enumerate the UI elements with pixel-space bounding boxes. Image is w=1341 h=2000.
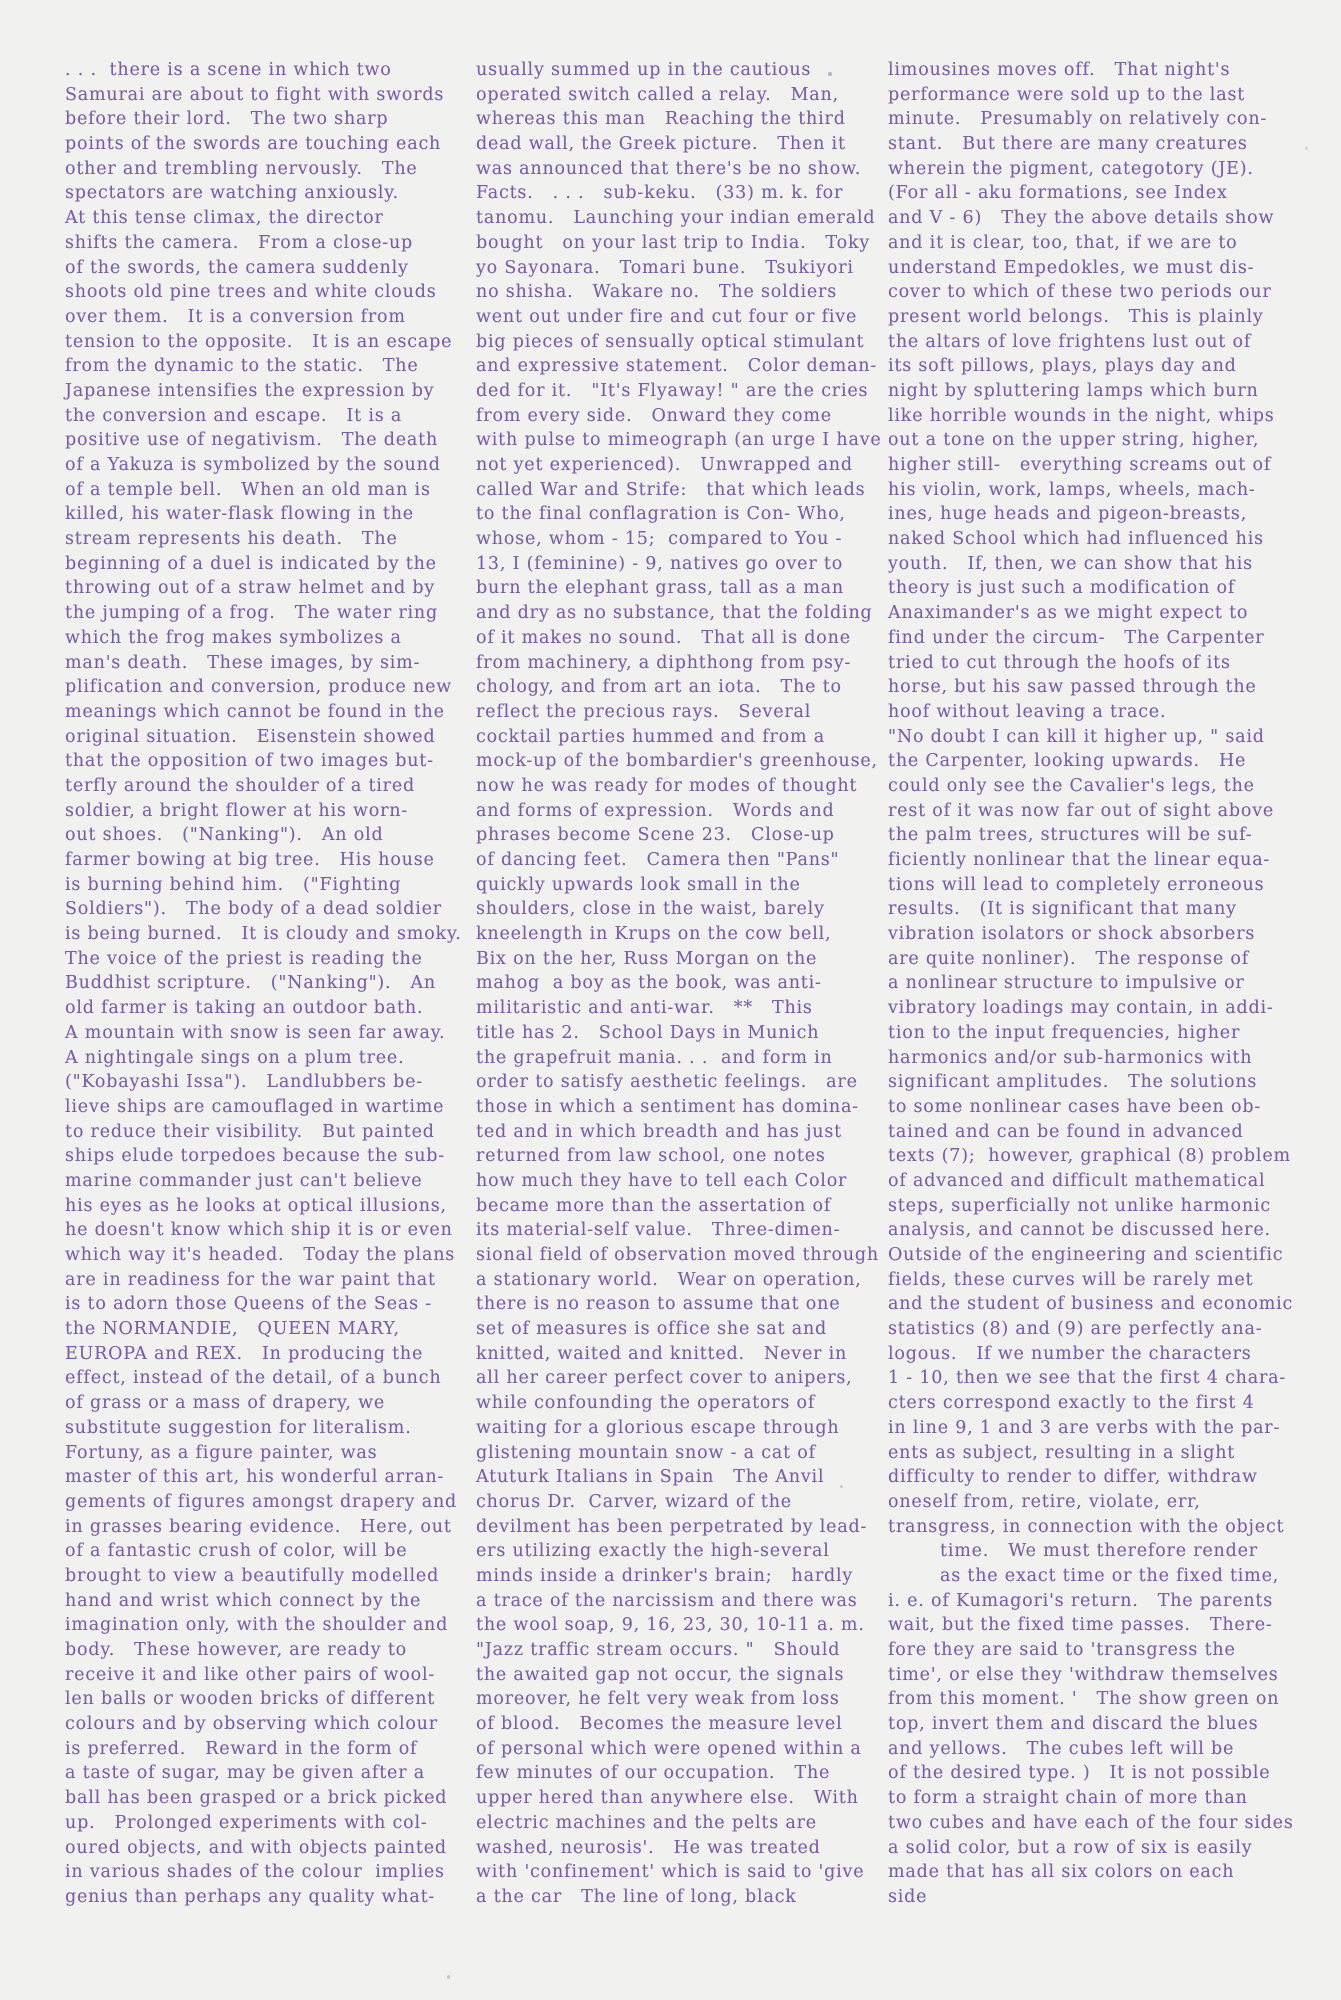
text-line: The voice of the priest is reading the <box>65 948 423 969</box>
text-line: ficiently nonlinear that the linear equa- <box>888 850 1271 870</box>
text-line: that the opposition of two images but- <box>65 751 434 772</box>
dust-speck <box>840 1485 843 1488</box>
text-line: the awaited gap not occur, the signals <box>476 1664 845 1685</box>
text-line: big pieces of sensually optical stimulant <box>476 331 865 352</box>
text-line: to reduce their visibility. But painted <box>65 1121 435 1142</box>
text-line: in line 9, 1 and 3 are verbs with the par- <box>888 1417 1281 1438</box>
text-line: before their lord. The two sharp <box>65 109 389 130</box>
text-line: of the desired type. ) It is not possible <box>888 1763 1271 1784</box>
text-line: harmonics and/or sub-harmonics with <box>888 1047 1253 1068</box>
text-line: the altars of love frightens lust out of <box>888 331 1252 352</box>
text-line: other and trembling nervously. The <box>65 158 418 179</box>
text-line: man's death. These images, by sim- <box>65 652 421 673</box>
text-line: i. e. of Kumagori's return. The parents <box>888 1590 1274 1611</box>
text-line: Atuturk Italians in Spain The Anvil <box>476 1467 825 1488</box>
text-line: those in which a sentiment has domina- <box>476 1096 859 1117</box>
text-line: beginning of a duel is indicated by the <box>65 553 437 574</box>
text-line: dead wall, the Greek picture. Then it <box>476 134 846 155</box>
text-line: stream represents his death. The <box>65 529 398 550</box>
text-line: Facts. . . . sub-keku. (33) m. k. for <box>476 183 844 204</box>
text-line: vibration isolators or shock absorbers <box>888 924 1256 945</box>
text-line: tension to the opposite. It is an escape <box>65 331 453 352</box>
text-line: len balls or wooden bricks of different <box>65 1689 436 1710</box>
text-line: upper hered than anywhere else. With <box>476 1788 859 1809</box>
dust-speck <box>828 72 832 76</box>
text-line: cover to which of these two periods our <box>888 282 1272 303</box>
text-line: the palm trees, structures will be suf- <box>888 825 1253 846</box>
text-line: with 'confinement' which is said to 'give <box>476 1862 865 1883</box>
text-line: of a temple bell. When an old man is <box>65 479 431 500</box>
text-line: knitted, waited and knitted. Never in <box>476 1343 848 1364</box>
text-line: ded for it. "It's Flyaway! " are the cries <box>476 380 869 401</box>
text-line: he doesn't know which ship it is or even <box>65 1220 453 1241</box>
text-line: operated switch called a relay. Man, <box>476 84 839 105</box>
text-line: transgress, in connection with the object <box>888 1516 1285 1537</box>
text-line: youth. If, then, we can show that his <box>888 553 1253 574</box>
text-line: moreover, he felt very weak from loss <box>476 1689 840 1710</box>
text-line: results. (It is significant that many <box>888 899 1237 920</box>
text-line: and it is clear, too, that, if we are to <box>888 232 1238 253</box>
text-column-left <box>65 58 473 1910</box>
text-line: with pulse to mimeograph (an urge I have <box>476 430 882 451</box>
text-line: in grasses bearing evidence. Here, out <box>65 1516 452 1537</box>
text-line: theory is just such a modification of <box>888 578 1236 599</box>
text-line: which way it's headed. Today the plans <box>65 1245 456 1265</box>
text-line: as the exact time or the fixed time, <box>940 1565 1280 1586</box>
text-line: is burning behind him. ("Fighting <box>65 874 402 895</box>
text-line: ers utilizing exactly the high-several <box>476 1541 830 1562</box>
text-line: and the student of business and economic <box>888 1294 1294 1315</box>
text-line: yo Sayonara. Tomari bune. Tsukiyori <box>476 257 854 278</box>
text-line: now he was ready for modes of thought <box>476 775 858 796</box>
text-line: horse, but his saw passed through the <box>888 677 1257 698</box>
text-line: Buddhist scripture. ("Nanking"). An <box>65 973 437 994</box>
text-line: like horrible wounds in the night, whips <box>888 405 1275 426</box>
text-line: throwing out of a straw helmet and by <box>65 578 436 599</box>
text-line: shoots old pine trees and white clouds <box>65 282 437 303</box>
text-line: tions will lead to completely erroneous <box>888 874 1265 895</box>
text-line: two cubes and have each of the four sides <box>888 1812 1294 1833</box>
text-line: a nonlinear structure to impulsive or <box>888 973 1245 994</box>
text-line: of dancing feet. Camera then "Pans" <box>476 850 840 870</box>
text-line: out shoes. ("Nanking"). An old <box>65 825 384 846</box>
text-line: shoulders, close in the waist, barely <box>476 899 825 920</box>
text-line: fields, these curves will be rarely met <box>888 1269 1254 1290</box>
text-line: texts (7); however, graphical (8) problem <box>888 1146 1291 1167</box>
text-line: returned from law school, one notes <box>476 1146 826 1167</box>
text-line: spectators are watching anxiously. <box>65 183 400 204</box>
text-line: from machinery, a diphthong from psy- <box>476 652 852 673</box>
text-line: find under the circum- The Carpenter <box>888 627 1265 648</box>
text-line: of personal which were opened within a <box>476 1738 862 1759</box>
text-line: higher still- everything screams out of <box>888 455 1272 475</box>
text-line: the wool soap, 9, 16, 23, 30, 10-11 a. m. <box>476 1615 865 1636</box>
text-line: points of the swords are touching each <box>65 134 442 155</box>
text-line: steps, superficially not unlike harmonic <box>888 1195 1271 1216</box>
text-line: substitute suggestion for literalism. <box>65 1417 412 1438</box>
text-line: whereas this man Reaching the third <box>476 109 846 130</box>
text-line: whose, whom - 15; compared to You - <box>476 529 843 550</box>
text-line: imagination only, with the shoulder and <box>65 1615 449 1636</box>
text-line: of the swords, the camera suddenly <box>65 257 409 278</box>
text-line: a stationary world. Wear on operation, <box>476 1269 862 1290</box>
text-line: of advanced and difficult mathematical <box>888 1170 1266 1191</box>
text-line: positive use of negativism. The death <box>65 430 439 451</box>
text-line: (For all - aku formations, see Index <box>888 183 1228 204</box>
text-line: genius than perhaps any quality what- <box>65 1886 436 1907</box>
text-line: and yellows. The cubes left will be <box>888 1738 1235 1759</box>
text-line: and dry as no substance, that the folding <box>476 603 873 624</box>
text-line: oured objects, and with objects painted <box>65 1837 447 1858</box>
text-line: terfly around the shoulder of a tired <box>65 775 416 796</box>
text-line: reflect the precious rays. Several <box>476 701 812 722</box>
text-line: which the frog makes symbolizes a <box>65 627 402 648</box>
text-line: over them. It is a conversion from <box>65 306 406 327</box>
text-line: lieve ships are camouflaged in wartime <box>65 1096 445 1117</box>
text-line: to some nonlinear cases have been ob- <box>888 1096 1262 1117</box>
text-line: time. We must therefore render <box>940 1541 1258 1562</box>
text-line: killed, his water-flask flowing in the <box>65 504 414 525</box>
text-line: minute. Presumably on relatively con- <box>888 109 1268 130</box>
text-line: from this moment. ' The show green on <box>888 1689 1280 1710</box>
text-line: of blood. Becomes the measure level <box>476 1714 843 1735</box>
text-column-right <box>888 58 1296 1910</box>
text-line: sional field of observation moved through <box>476 1245 879 1265</box>
text-line: electric machines and the pelts are <box>476 1812 817 1833</box>
text-line: performance were sold up to the last <box>888 84 1246 105</box>
text-line: his violin, work, lamps, wheels, mach- <box>888 479 1256 500</box>
text-line: bought on your last trip to India. Toky <box>476 232 871 253</box>
text-line: while confounding the operators of <box>476 1393 816 1414</box>
text-line: ents as subject, resulting in a slight <box>888 1442 1236 1463</box>
text-line: cocktail parties hummed and from a <box>476 726 825 747</box>
text-line: chology, and from art an iota. The to <box>476 677 842 698</box>
text-line: devilment has been perpetrated by lead- <box>476 1516 868 1537</box>
text-line: was announced that there's be no show. <box>476 158 862 179</box>
text-line: the jumping of a frog. The water ring <box>65 603 438 624</box>
text-line: Anaximander's as we might expect to <box>888 603 1249 624</box>
text-line: title has 2. School Days in Munich <box>476 1022 820 1043</box>
text-line: burn the elephant grass, tall as a man <box>476 578 844 599</box>
text-line: Outside of the engineering and scientific <box>888 1245 1284 1265</box>
text-line: and forms of expression. Words and <box>476 800 835 821</box>
text-line: its material-self value. Three-dimen- <box>476 1220 841 1241</box>
text-line: . . . there is a scene in which two <box>65 60 392 80</box>
text-line: order to satisfy aesthetic feelings. are <box>476 1072 858 1093</box>
text-line: original situation. Eisenstein showed <box>65 726 436 747</box>
text-line: time', or else they 'withdraw themselves <box>888 1664 1279 1685</box>
text-line: effect, instead of the detail, of a bunch <box>65 1368 442 1389</box>
text-line: are in readiness for the war paint that <box>65 1269 436 1290</box>
text-line: At this tense climax, the director <box>65 208 384 229</box>
text-line: EUROPA and REX. In producing the <box>65 1343 424 1364</box>
text-line: shifts the camera. From a close-up <box>65 232 414 253</box>
text-line: ships elude torpedoes because the sub- <box>65 1146 446 1167</box>
text-line: of a fantastic crush of color, will be <box>65 1541 408 1562</box>
text-line: the Carpenter, looking upwards. He <box>888 751 1247 772</box>
text-line: A nightingale sings on a plum tree. <box>65 1047 405 1068</box>
text-line: fore they are said to 'transgress the <box>888 1640 1236 1660</box>
text-line: body. These however, are ready to <box>65 1640 407 1660</box>
text-line: the conversion and escape. It is a <box>65 405 403 426</box>
text-line: his eyes as he looks at optical illusions, <box>65 1195 447 1216</box>
text-line: stant. But there are many creatures <box>888 134 1248 155</box>
text-line: farmer bowing at big tree. His house <box>65 850 435 870</box>
text-line: usually summed up in the cautious <box>476 60 812 80</box>
text-line: oneself from, retire, violate, err, <box>888 1491 1201 1512</box>
text-line: became more than the assertation of <box>476 1195 832 1216</box>
text-line: no shisha. Wakare no. The soldiers <box>476 282 838 303</box>
text-line: A mountain with snow is seen far away. <box>65 1022 446 1043</box>
text-line: wherein the pigment, categotory (JE). <box>888 158 1254 179</box>
text-line: a taste of sugar, may be given after a <box>65 1763 425 1784</box>
text-line: analysis, and cannot be discussed here. <box>888 1220 1271 1241</box>
text-line: the NORMANDIE, QUEEN MARY, <box>65 1319 400 1340</box>
text-line: mock-up of the bombardier's greenhouse, <box>476 751 878 772</box>
text-line: plification and conversion, produce new <box>65 677 453 698</box>
text-line: the grapefruit mania. . . and form in <box>476 1047 833 1068</box>
text-line: is being burned. It is cloudy and smoky. <box>65 924 462 945</box>
text-line: tained and can be found in advanced <box>888 1121 1244 1142</box>
text-line: tanomu. Launching your indian emerald <box>476 208 876 229</box>
text-line: kneelength in Krups on the cow bell, <box>476 924 832 945</box>
text-line: made that has all six colors on each <box>888 1862 1235 1883</box>
text-line: limousines moves off. That night's <box>888 60 1231 80</box>
text-line: wait, but the fixed time passes. There- <box>888 1615 1273 1636</box>
text-line: a solid color, but a row of six is easily <box>888 1837 1253 1858</box>
text-line: colours and by observing which colour <box>65 1714 438 1735</box>
text-line: chorus Dr. Carver, wizard of the <box>476 1491 792 1512</box>
text-line: of it makes no sound. That all is done <box>476 627 851 648</box>
text-line: ted and in which breadth and has just <box>476 1121 842 1142</box>
text-line: difficulty to render to differ, withdraw <box>888 1467 1258 1488</box>
text-line: brought to view a beautifully modelled <box>65 1565 440 1586</box>
text-line: rest of it was now far out of sight above <box>888 800 1275 821</box>
text-line: soldier, a bright flower at his worn- <box>65 800 409 821</box>
text-line: Samurai are about to fight with swords <box>65 84 445 105</box>
text-line: of a Yakuza is symbolized by the sound <box>65 455 441 475</box>
text-line: set of measures is office she sat and <box>476 1319 828 1340</box>
text-line: logous. If we number the characters <box>888 1343 1252 1364</box>
text-line: tried to cut through the hoofs of its <box>888 652 1231 673</box>
text-line: mahog a boy as the book, was anti- <box>476 973 822 994</box>
text-line: out a tone on the upper string, higher, <box>888 430 1260 451</box>
text-line: could only see the Cavalier's legs, the <box>888 775 1255 796</box>
text-line: vibratory loadings may contain, in addi- <box>888 998 1274 1019</box>
text-line: master of this art, his wonderful arran- <box>65 1467 445 1488</box>
text-line: how much they have to tell each Color <box>476 1170 848 1191</box>
text-line: night by spluttering lamps which burn <box>888 380 1259 401</box>
text-line: all her career perfect cover to anipers, <box>476 1368 853 1389</box>
text-line: and expressive statement. Color deman- <box>476 356 878 377</box>
text-line: meanings which cannot be found in the <box>65 701 445 722</box>
text-line: a trace of the narcissism and there was <box>476 1590 858 1611</box>
text-line: called War and Strife: that which leads <box>476 479 866 500</box>
text-line: waiting for a glorious escape through <box>476 1417 840 1438</box>
text-line: hoof without leaving a trace. <box>888 701 1167 722</box>
text-line: Japanese intensifies the expression by <box>65 380 435 401</box>
text-line: 1 - 10, then we see that the first 4 chara- <box>888 1368 1287 1389</box>
text-line: Fortuny, as a figure painter, was <box>65 1442 378 1463</box>
text-line: to form a straight chain of more than <box>888 1788 1248 1809</box>
text-line: of grass or a mass of drapery, we <box>65 1393 386 1414</box>
text-line: Soldiers"). The body of a dead soldier <box>65 899 442 920</box>
text-line: receive it and like other pairs of wool- <box>65 1664 436 1685</box>
text-line: significant amplitudes. The solutions <box>888 1072 1258 1093</box>
text-line: is preferred. Reward in the form of <box>65 1738 418 1759</box>
text-line: "Jazz traffic stream occurs. " Should <box>476 1640 841 1660</box>
text-line: went out under fire and cut four or five <box>476 306 858 327</box>
text-line: from the dynamic to the static. The <box>65 356 419 377</box>
text-line: glistening mountain snow - a cat of <box>476 1442 816 1463</box>
text-line: 13, I (feminine) - 9, natives go over to <box>476 553 844 574</box>
text-line: from every side. Onward they come <box>476 405 832 426</box>
text-line: understand Empedokles, we must dis- <box>888 257 1255 278</box>
text-line: hand and wrist which connect by the <box>65 1590 422 1611</box>
dust-speck <box>1305 147 1308 150</box>
text-line: naked School which had influenced his <box>888 529 1264 550</box>
text-line: top, invert them and discard the blues <box>888 1714 1259 1735</box>
text-line: ball has been grasped or a brick picked <box>65 1788 448 1809</box>
text-line: side <box>888 1886 928 1907</box>
text-line: up. Prolonged experiments with col- <box>65 1812 428 1833</box>
text-line: washed, neurosis'. He was treated <box>476 1837 821 1858</box>
text-line: marine commander just can't believe <box>65 1170 423 1191</box>
text-line: gements of figures amongst drapery and <box>65 1491 458 1512</box>
text-line: is to adorn those Queens of the Seas - <box>65 1294 432 1315</box>
text-line: phrases become Scene 23. Close-up <box>476 825 835 846</box>
text-line: in various shades of the colour implies <box>65 1862 445 1883</box>
text-line: old farmer is taking an outdoor bath. <box>65 998 424 1019</box>
text-column-middle <box>476 58 884 1910</box>
text-line: statistics (8) and (9) are perfectly ana- <box>888 1319 1263 1340</box>
dust-speck <box>447 1975 450 1979</box>
text-line: not yet experienced). Unwrapped and <box>476 455 853 475</box>
text-line: quickly upwards look small in the <box>476 874 801 895</box>
text-line: tion to the input frequencies, higher <box>888 1022 1241 1043</box>
text-line: to the final conflagration is Con- Who, <box>476 504 846 525</box>
text-line: "No doubt I can kill it higher up, " said <box>888 726 1265 747</box>
text-line: there is no reason to assume that one <box>476 1294 841 1315</box>
text-line: minds inside a drinker's brain; hardly <box>476 1565 854 1586</box>
text-line: cters correspond exactly to the first 4 <box>888 1393 1255 1414</box>
text-line: present world belongs. This is plainly <box>888 306 1264 327</box>
text-line: militaristic and anti-war. ** This <box>476 998 813 1019</box>
text-line: ines, huge heads and pigeon-breasts, <box>888 504 1248 525</box>
text-line: and V - 6) They the above details show <box>888 208 1275 229</box>
text-line: a the car The line of long, black <box>476 1886 797 1907</box>
text-line: Bix on the her, Russ Morgan on the <box>476 948 818 969</box>
text-line: few minutes of our occupation. The <box>476 1763 831 1784</box>
text-line: ("Kobayashi Issa"). Landlubbers be- <box>65 1072 423 1093</box>
text-line: its soft pillows, plays, plays day and <box>888 356 1237 377</box>
text-line: are quite nonliner). The response of <box>888 948 1249 969</box>
